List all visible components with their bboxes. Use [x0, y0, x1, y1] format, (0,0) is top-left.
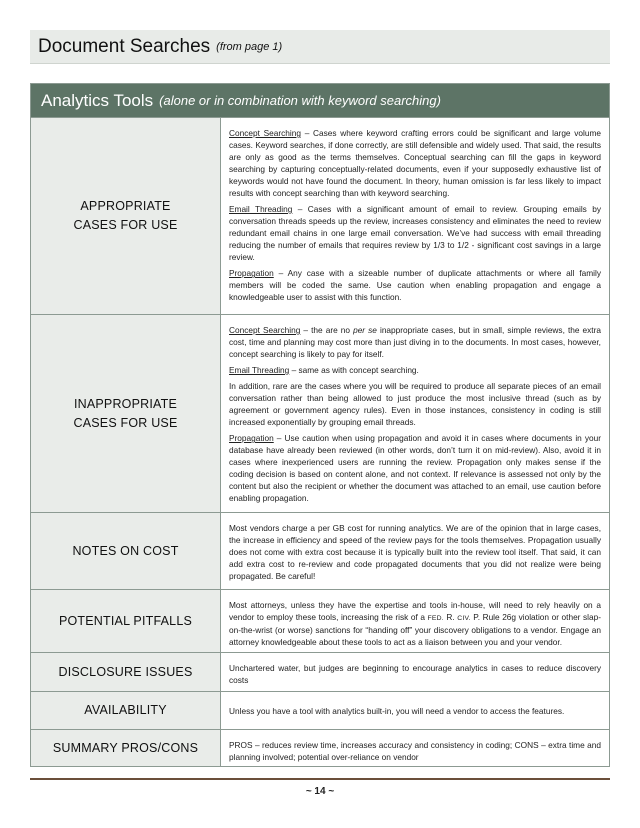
page-header — [30, 30, 610, 64]
row-appropriate — [31, 117, 609, 314]
row-label-cost: NOTES ON COST — [31, 513, 221, 589]
row-content-inappropriate — [221, 315, 609, 512]
paragraph — [229, 203, 601, 263]
paragraph-text: inappropriate cases, but in small, simple reviews, the extra cost, time and planning may cost more than just diving in to the documents. In most cases, however, concept searching is likely to pay for itself. — [229, 325, 601, 360]
paragraph-text: P. Rule 26g violation or other slap-on-the-wrist (or worse) sanctions for “handing off” your discovery obligations to a vendor. Engage an attorney knowledgeable about these tools to act as a liaison between you and your vendor. — [229, 612, 601, 647]
row-inappropriate — [31, 314, 609, 512]
subtitle-open-paren: ( — [159, 93, 164, 108]
page-subtitle: (from page 1) — [216, 40, 283, 53]
row-label-inappropriate — [31, 315, 221, 512]
row-pitfalls — [31, 589, 609, 652]
paragraph-text: – Use caution when using propagation and avoid it in cases where documents in your database have already been reviewed (in other words, don’t turn it on mid-review). Also, avoid it in cases where inexperienced users are running the review. Propagation only makes sense if the coding decision is based on content alone, and not context. If relevance is assessed not only by the content but also the recipient or whether the document was attached to an email, use caution before enabling propagation. — [229, 433, 601, 504]
term: Propagation — [229, 433, 274, 444]
label-line: CASES FOR USE — [73, 415, 178, 430]
subtitle-close-paren: ) — [436, 93, 441, 108]
paragraph-text: – Any case with a sizeable number of duplicate attachments or where all family members will be coded the same. Use caution when enabling propagation and engage a knowledgeable user to assist with this function. — [229, 268, 601, 303]
paragraph — [229, 267, 601, 303]
row-content-summary: PROS – reduces review time, increases accuracy and consistency in coding; CONS – extra time and planning involved; potential over-reliance on vendor — [229, 740, 601, 763]
paragraph-text: Most attorneys, unless they have the expertise and tools in-house, will need to rely heavily on a vendor to employ these tools, increasing the risk of a — [229, 600, 601, 623]
row-content-pitfalls — [221, 590, 609, 652]
page-title: Document Searches — [38, 35, 211, 57]
row-cost — [31, 512, 609, 589]
paragraph-text: – Cases where keyword crafting errors could be significant and large volume cases. Keyword searches, if done correctly, are still defensible and widely used. That said, the results are only as good as the terms themselves. Conceptual searching can fill the gaps in keyword searching by capturing conceptually-related documents, even if your supposedly exhaustive list of keywords would not have found the document. In theory, human omission is far less likely to impact results with concept searching than with keyword searching. — [229, 128, 602, 199]
page-number: ~ 14 ~ — [305, 786, 335, 797]
paragraph-text: – the are no — [300, 325, 354, 335]
rule-citation: R. — [446, 612, 455, 623]
paragraph — [229, 127, 601, 199]
label-line: CASES FOR USE — [73, 218, 178, 232]
table-title: Analytics Tools — [41, 90, 154, 110]
italic-text: per se — [353, 325, 377, 335]
label-line: APPROPRIATE — [80, 199, 171, 214]
row-availability — [31, 691, 609, 729]
subtitle-text: alone or in combination with keyword searching — [163, 93, 437, 108]
rule-citation: FED. — [427, 615, 444, 623]
term: Email Threading — [229, 204, 293, 215]
term: Concept Searching — [229, 325, 301, 335]
row-label-summary: SUMMARY PROS/CONS — [31, 730, 221, 766]
analytics-tools-table — [30, 83, 610, 767]
table-subtitle — [159, 93, 441, 108]
paragraph — [229, 364, 601, 376]
paragraph-text: – same as with concept searching. — [289, 365, 419, 376]
row-label-disclosure: DISCLOSURE ISSUES — [31, 653, 221, 691]
row-summary — [31, 729, 609, 766]
row-label-availability: AVAILABILITY — [31, 692, 221, 729]
label-line: INAPPROPRIATE — [73, 396, 178, 411]
term: Propagation — [229, 268, 274, 279]
term: Email Threading — [229, 365, 290, 376]
table-header — [31, 84, 609, 117]
paragraph: In addition, rare are the cases where you will be required to produce all separate pieces of an email conversation rather than being allowed to just produce the most inclusive thread (such as by agreement or government agency rules). Even in those instances, consistency in coding is still increased exponentially by grouping email threads. — [229, 381, 601, 428]
row-content-cost: Most vendors charge a per GB cost for running analytics. We are of the opinion that in large cases, the increase in efficiency and speed of the review pays for the tools themselves. Propagation usually does not come with extra cost because it is typically built into the review tool itself. That said, it can add extra cost to re-review and code propagated documents that you did not realize were being propagated. Be careful! — [229, 523, 601, 582]
row-content-disclosure: Unchartered water, but judges are beginning to encourage analytics in cases to reduce discovery costs — [229, 663, 601, 686]
row-label-pitfalls: POTENTIAL PITFALLS — [31, 590, 221, 652]
paragraph-text: – Cases with a significant amount of email to review. Grouping emails by conversation threads speeds up the review, increases consistency and eliminates the need to review redundant email chains in one large email conversation. We’ve had success with email threading reducing the number of emails that requires review by 1/3 to 1/2 - significant cost savings in a large review. — [229, 204, 601, 263]
row-disclosure — [31, 652, 609, 691]
rule-citation: CIV. — [457, 615, 471, 623]
row-content-appropriate — [221, 118, 609, 314]
footer-divider — [30, 778, 610, 780]
row-label-appropriate — [31, 118, 221, 314]
paragraph — [229, 432, 601, 504]
row-content-availability: Unless you have a tool with analytics built-in, you will need a vendor to access the features. — [229, 706, 565, 717]
paragraph — [229, 324, 601, 360]
term: Concept Searching — [229, 128, 301, 138]
